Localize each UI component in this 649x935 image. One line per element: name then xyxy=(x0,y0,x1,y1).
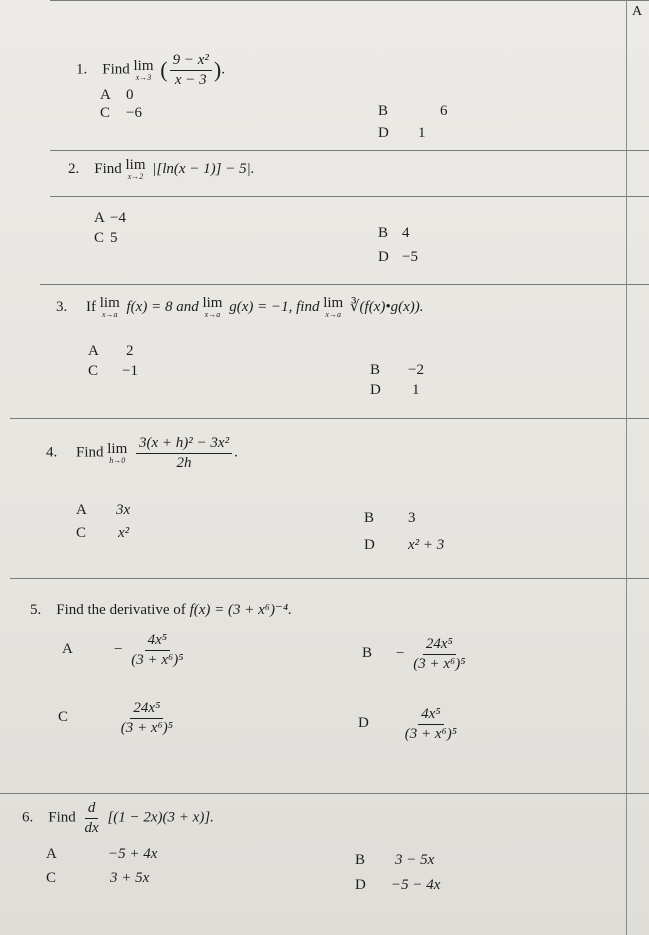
option-a: A 0 xyxy=(100,87,134,103)
fraction: $\frac{\text{3(x + h)² − 3x²}}{2h}$ xyxy=(136,435,232,471)
option-c: C −6 xyxy=(100,105,142,121)
option-b: B 6 xyxy=(378,103,448,119)
option-a: A −4 xyxy=(94,210,126,226)
option-c: C 5 xyxy=(94,230,118,246)
question-1: 1. Find lim x→3 ( $\frac{\text{9 − x²}}{x - 3}$ ). xyxy=(76,52,225,88)
question-6 xyxy=(22,800,214,836)
question-number: 5. xyxy=(30,602,42,618)
limit: lim x→3 xyxy=(133,57,154,82)
question-prompt: Find xyxy=(102,61,130,78)
option-a: A 3x xyxy=(76,502,131,518)
option-b: B −2 xyxy=(370,362,424,378)
limit: lim x→a xyxy=(202,295,223,319)
divider xyxy=(50,150,649,151)
divider xyxy=(50,0,649,1)
option-d: D 1 xyxy=(378,125,426,141)
divider xyxy=(10,418,649,419)
option-c: C 3 + 5x xyxy=(46,870,150,886)
limit: lim x→2 xyxy=(125,157,146,181)
question-prompt: Find xyxy=(94,160,122,177)
question-prompt: Find xyxy=(48,809,76,826)
question-expression: [(1 − 2x)(3 + x)]. xyxy=(107,809,214,826)
question-number: 6. xyxy=(22,809,34,826)
question-number: 2. xyxy=(68,160,80,177)
option-b: B 3 − 5x xyxy=(355,852,435,868)
option-d: D x² + 3 xyxy=(364,537,445,553)
question-expression: f(x) = (3 + x⁶)⁻⁴. xyxy=(189,602,292,618)
divider xyxy=(40,284,649,285)
option-a: A −5 + 4x xyxy=(46,846,158,862)
divider xyxy=(0,793,649,794)
question-number: 4. xyxy=(46,444,58,461)
question-prompt: Find xyxy=(76,444,104,461)
option-a: A 2 xyxy=(88,343,134,359)
divider xyxy=(50,196,649,197)
option-d: D −5 xyxy=(378,249,418,265)
option-d: D $\frac{\text{4x⁵}}{\text{(3 + x⁶)⁵}}$ xyxy=(358,706,457,742)
limit: lim x→a xyxy=(323,295,344,319)
option-b: B − $\frac{\text{24x⁵}}{\text{(3 + x⁶)⁵}}$ xyxy=(362,636,466,672)
question-5 xyxy=(30,600,292,619)
fraction: $\frac{\text{9 − x²}}{x - 3}$ xyxy=(170,52,212,88)
option-d: D −5 − 4x xyxy=(355,877,441,893)
question-expression: |[ln(x − 1)] − 5|. xyxy=(152,160,255,177)
question-prompt: Find the derivative of xyxy=(56,602,186,618)
question-2 xyxy=(68,158,255,181)
option-c: C x² xyxy=(76,525,130,541)
question-4: 4. Find lim h→0 $\frac{\text{3(x + h)² − 3x²}}{2h}$ . xyxy=(46,435,238,471)
column-rule xyxy=(626,0,627,935)
option-d: D 1 xyxy=(370,382,420,398)
question-3: 3. If lim x→a f(x) = 8 and lim x→a g(x) = −1, find lim x→a ∛(f(x)•g(x)). xyxy=(56,295,424,319)
limit: lim x→a xyxy=(99,295,120,319)
corner-text: A xyxy=(632,4,643,19)
option-b: B 3 xyxy=(364,510,416,526)
option-a: A − $\frac{\text{4x⁵}}{\text{(3 + x⁶)⁵}}$ xyxy=(62,632,184,668)
option-c: C −1 xyxy=(88,363,138,379)
derivative-operator: $\frac{d}{dx}$ xyxy=(84,800,99,836)
question-number: 1. xyxy=(76,61,88,78)
limit: lim h→0 xyxy=(107,440,128,465)
divider xyxy=(10,578,649,579)
option-c: C $\frac{\text{24x⁵}}{\text{(3 + x⁶)⁵}}$ xyxy=(58,700,173,736)
option-b: B 4 xyxy=(378,225,410,241)
question-number: 3. xyxy=(56,298,68,315)
